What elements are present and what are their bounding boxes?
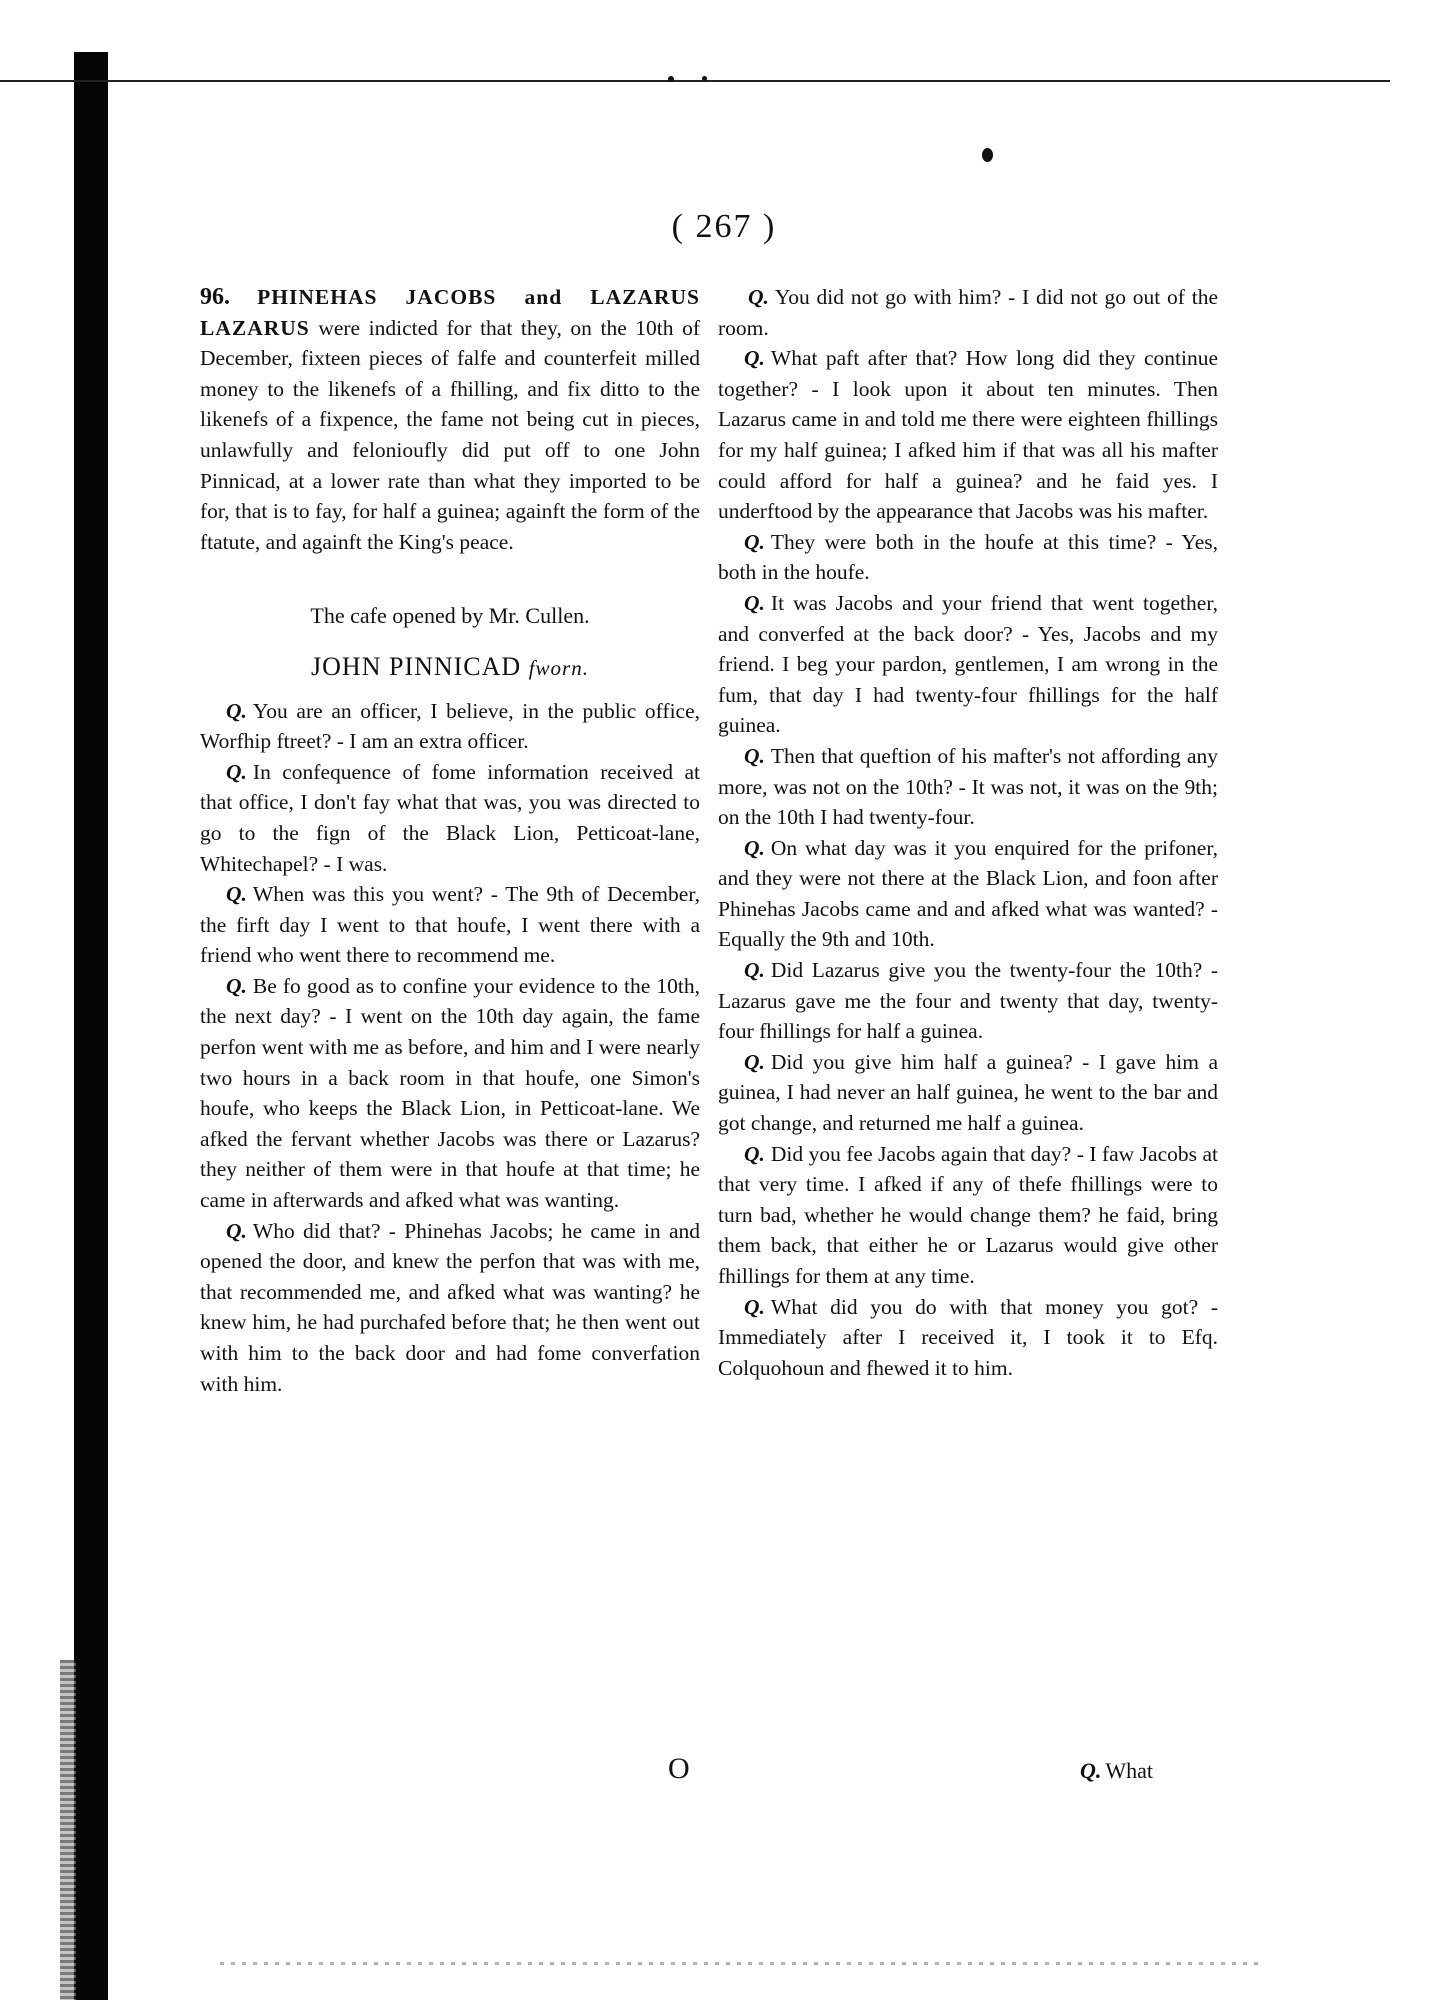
testimony-paragraph xyxy=(718,955,1218,1047)
testimony-paragraph xyxy=(200,696,700,757)
question-mark-glyph: Q. xyxy=(744,346,765,371)
testimony-text: You did not go with him? - I did not go out of the room. xyxy=(718,285,1218,340)
binding-shadow xyxy=(60,1660,76,2000)
testimony-text: Be fo good as to confine your evidence to the 10th, the next day? - I went on the 10th day again, the fame perfon went with me as before, and him and I were nearly two hours in a back room in that houfe, one Simon's houfe, who keeps the Black Lion, in Petticoat-lane. We afked the fervant whether Jacobs was there or Lazarus? they neither of them were in that houfe at that time; he came in afterwards and afked what was wanting. xyxy=(200,973,700,1213)
testimony-paragraph xyxy=(718,527,1218,588)
witness-heading xyxy=(200,652,700,684)
question-mark-glyph: Q. xyxy=(744,958,765,983)
testimony-text: Did you give him half a guinea? - I gave him a guinea, I had never an half guinea, he went to the bar and got change, and returned me half a guinea. xyxy=(718,1049,1218,1136)
left-column xyxy=(200,282,700,1399)
indictment-number: 96. xyxy=(200,284,230,310)
book-binding-edge xyxy=(74,52,108,2000)
scan-noise-strip xyxy=(220,1962,1260,1965)
question-mark-glyph: Q. xyxy=(226,882,247,907)
testimony-paragraph xyxy=(718,1139,1218,1292)
ink-speck xyxy=(668,76,674,82)
testimony-paragraph xyxy=(200,757,700,879)
right-column xyxy=(718,282,1218,1383)
question-mark-glyph: Q. xyxy=(744,1141,765,1166)
testimony-paragraph xyxy=(200,1216,700,1400)
case-opened-line: The cafe opened by Mr. Cullen. xyxy=(310,603,590,629)
catchword-text: What xyxy=(1105,1758,1154,1783)
question-mark-glyph: Q. xyxy=(744,743,765,768)
signature-mark: O xyxy=(668,1752,690,1785)
testimony-paragraph xyxy=(200,971,700,1216)
witness-name: JOHN PINNICAD xyxy=(311,651,522,681)
testimony-text: You are an officer, I believe, in the public office, Worfhip ftreet? - I am an extra officer. xyxy=(200,698,700,754)
question-mark-glyph: Q. xyxy=(744,835,765,860)
testimony-paragraph xyxy=(718,833,1218,955)
testimony-text: What did you do with that money you got? - Immediately after I received it, I took it to Efq. Colquohoun and fhewed it to him. xyxy=(718,1294,1218,1380)
testimony-text: When was this you went? - The 9th of December, the firft day I went to that houfe, I went there with a friend who went there to recommend me. xyxy=(200,882,700,968)
page-number: ( 267 ) xyxy=(671,208,777,245)
indictment-names: PHINEHAS JACOBS and LAZARUS LAZARUS xyxy=(200,285,701,340)
testimony-text: Did Lazarus give you the twenty-four the 10th? - Lazarus gave me the four and twenty that day, twenty-four fhillings for half a guinea. xyxy=(718,958,1218,1044)
testimony-paragraph xyxy=(718,343,1218,527)
question-mark-glyph: Q. xyxy=(744,1049,765,1074)
testimony-text: In confequence of fome information received at that office, I don't fay what that was, you was directed to go to the fign of the Black Lion, Petticoat-lane, Whitechapel? - I was. xyxy=(200,759,700,876)
question-mark-glyph: Q. xyxy=(1080,1758,1102,1783)
witness-sworn: fworn. xyxy=(528,655,589,680)
question-mark-glyph: Q. xyxy=(744,1294,765,1319)
testimony-paragraph xyxy=(718,741,1218,833)
testimony-text: Who did that? - Phinehas Jacobs; he came in and opened the door, and knew the perfon that was with me, that recommended me, and afked what was wanting? he knew him, he had purchafed before that; he then went out with him to the back door and had fome converfation with him. xyxy=(200,1218,700,1396)
testimony-text: They were both in the houfe at this time? - Yes, both in the houfe. xyxy=(718,529,1218,585)
testimony-text: Then that queftion of his mafter's not affording any more, was not on the 10th? - It was not, it was on the 9th; on the 10th I had twenty-four. xyxy=(718,743,1218,830)
indictment-text: were indicted for that they, on the 10th of December, fixteen pieces of falfe and counterfeit milled money to the likenefs of a fhilling, and fix ditto to the likenefs of a fixpence, the fame not being cut in pieces, unlawfully and felonioufly did put off to one John Pinnicad, at a lower rate than what they imported to be for, that is to fay, for half a guinea; againft the form of the ftatute, and againft the King's peace. xyxy=(200,315,701,554)
testimony-paragraph xyxy=(718,282,1218,343)
question-mark-glyph: Q. xyxy=(744,590,765,615)
question-mark-glyph: Q. xyxy=(226,973,247,998)
testimony-text: On what day was it you enquired for the prifoner, and they were not there at the Black Lion, and foon after Phinehas Jacobs came and and afked what was wanted? - Equally the 9th and 10th. xyxy=(718,835,1218,952)
testimony-paragraph xyxy=(718,1292,1218,1384)
testimony-text: It was Jacobs and your friend that went together, and converfed at the back door? - Yes, Jacobs and my friend. I beg your pardon, gentlemen, I am wrong in the fum, that day I had twenty-four fhillings for the half guinea. xyxy=(718,590,1218,738)
ink-speck xyxy=(702,76,707,81)
testimony-text: Did you fee Jacobs again that day? - I faw Jacobs at that very time. I afked if any of thefe fhillings were to turn bad, whether he would change them? he faid, bring them back, that either he or Lazarus would give other fhillings for them at any time. xyxy=(718,1141,1218,1288)
testimony-paragraph xyxy=(200,879,700,971)
catchword xyxy=(1080,1758,1153,1784)
top-scan-rule xyxy=(0,80,1390,82)
indictment-paragraph xyxy=(200,282,700,557)
question-mark-glyph: Q. xyxy=(226,759,247,784)
ink-speck xyxy=(982,148,993,162)
question-mark-glyph: Q. xyxy=(744,529,765,554)
testimony-paragraph xyxy=(718,588,1218,741)
testimony-text: What paft after that? How long did they continue together? - I look upon it about ten minutes. Then Lazarus came in and told me there were eighteen fhillings for my half guinea; I afked him if that was all his mafter could afford for half a guinea? and he faid yes. I underftood by the appearance that Jacobs was his mafter. xyxy=(718,346,1218,524)
question-mark-glyph: Q. xyxy=(748,285,769,309)
question-mark-glyph: Q. xyxy=(226,698,247,723)
question-mark-glyph: Q. xyxy=(226,1218,247,1243)
testimony-paragraph xyxy=(718,1047,1218,1139)
